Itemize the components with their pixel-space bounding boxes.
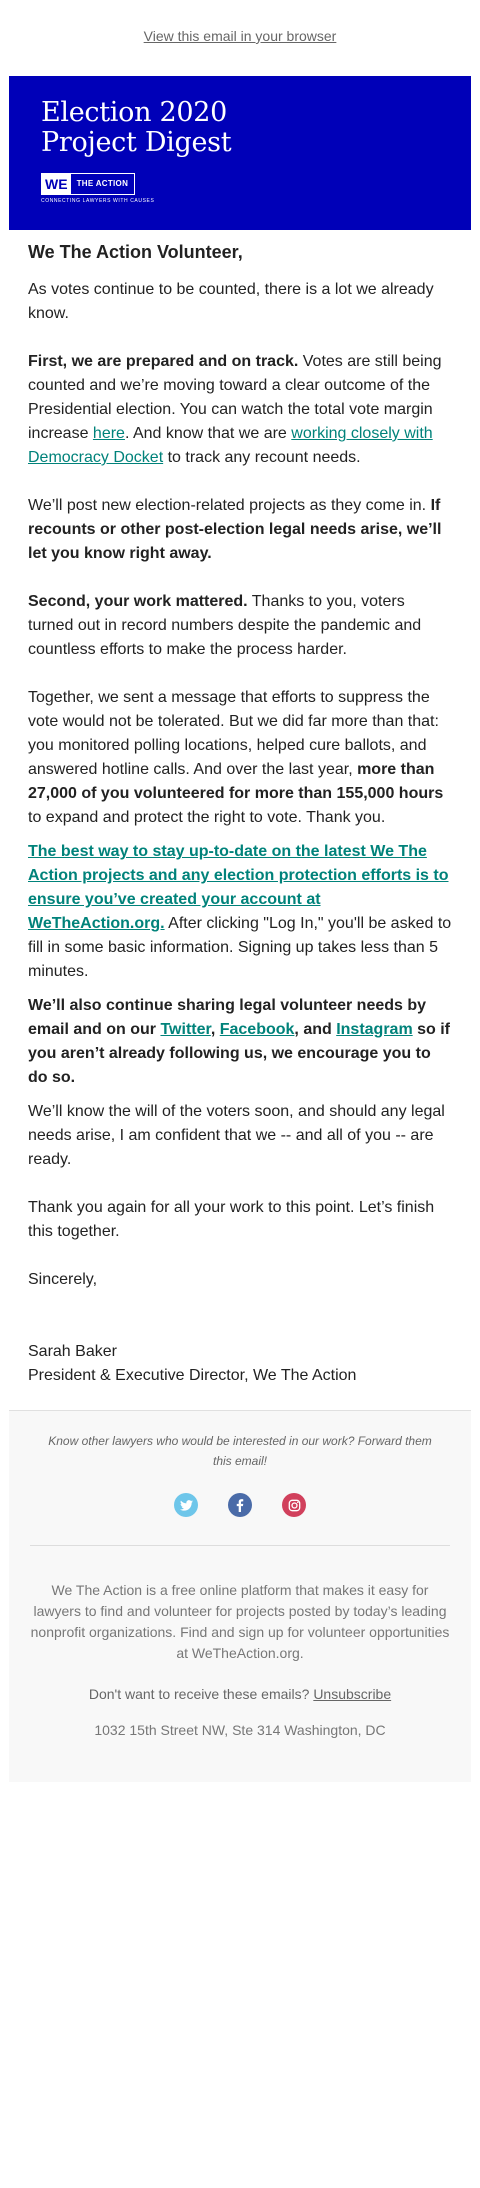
instagram-link[interactable]: Instagram	[336, 1021, 413, 1038]
we-the-action-logo	[41, 173, 471, 204]
paragraph-social-text: We’ll also continue sharing legal volunteer needs by email and on our	[28, 997, 427, 1038]
facebook-link[interactable]: Facebook	[219, 1021, 295, 1038]
unsubscribe-line	[9, 1686, 471, 1702]
header-banner	[9, 76, 471, 230]
view-in-browser-link[interactable]: View this email in your browser	[143, 28, 337, 44]
greeting: We The Action Volunteer,	[28, 242, 243, 262]
paragraph-intro: As votes continue to be counted, there is a lot we already know.	[28, 281, 434, 322]
separator: ,	[210, 1021, 220, 1038]
paragraph-new-projects	[28, 494, 452, 566]
paragraph-prepared-text-2: . And know that we are	[124, 425, 292, 442]
view-in-browser-bar	[0, 0, 480, 48]
facebook-icon[interactable]	[228, 1493, 252, 1517]
paragraph-new-projects-text: We’ll post new election-related projects as they come in.	[28, 497, 431, 514]
banner-title-line2: Project Digest	[41, 127, 232, 158]
paragraph-account	[28, 840, 452, 984]
create-account-link[interactable]: The best way to stay up-to-date on the latest We The Action projects and any election protection efforts is to ensure you’ve created your account at WeTheAction.org.	[28, 843, 449, 932]
signature-name: Sarah Baker	[28, 1343, 117, 1360]
separator: , and	[294, 1021, 337, 1038]
logo-tagline: CONNECTING LAWYERS WITH CAUSES	[41, 198, 155, 204]
footer-forward-text: Know other lawyers who would be interested in our work? Forward them this email!	[48, 1434, 432, 1468]
twitter-link[interactable]: Twitter	[160, 1021, 211, 1038]
banner-title-line1: Election 2020	[41, 97, 227, 128]
twitter-icon[interactable]	[174, 1493, 198, 1517]
paragraph-new-projects-bold: If recounts or other post-election legal needs arise, we’ll let you know right away.	[28, 497, 442, 562]
paragraph-together-text: Together, we sent a message that efforts to suppress the vote would not be tolerated. But we did far more than that: you monitored polling locations, helped cure ballots, and answered hotline calls. And over the last year,	[28, 689, 439, 778]
footer-address: 1032 15th Street NW, Ste 314 Washington, DC	[94, 1722, 386, 1738]
paragraph-together-bold: more than 27,000 of you volunteered for more than 155,000 hours	[28, 761, 444, 802]
paragraph-together-text-2: to expand and protect the right to vote. Thank you.	[28, 809, 386, 826]
paragraph-prepared-text-3: to track any recount needs.	[163, 449, 361, 466]
paragraph-voters-will: We’ll know the will of the voters soon, and should any legal needs arise, I am confident that we -- and all of you -- are ready.	[28, 1103, 445, 1168]
social-icons	[9, 1493, 471, 1517]
logo-we: WE	[42, 174, 71, 194]
vote-margin-link[interactable]: here	[92, 425, 125, 442]
closing: Sincerely,	[28, 1271, 98, 1288]
email-body	[28, 236, 452, 1388]
paragraph-prepared-lead: First, we are prepared and on track.	[28, 353, 299, 370]
paragraph-account-text: After clicking "Log In," you'll be asked to fill in some basic information. Signing up takes less than 5 minutes.	[28, 915, 452, 980]
paragraph-thank-you: Thank you again for all your work to this point. Let’s finish this together.	[28, 1199, 435, 1240]
paragraph-prepared-text: Votes are still being counted and we’re moving toward a clear outcome of the Presidential election. You can watch the total vote margin increase	[28, 353, 442, 442]
signature	[28, 1340, 452, 1388]
logo-name: THE ACTION	[76, 179, 129, 188]
paragraph-social-text-2: so if you aren’t already following us, we encourage you to do so.	[28, 1021, 451, 1086]
footer-description: We The Action is a free online platform that makes it easy for lawyers to find and volunteer for projects posted by today’s leading nonprofit organizations. Find and sign up for volunteer opportunities at WeTheAction.org.	[30, 1582, 450, 1661]
unsubscribe-prefix: Don't want to receive these emails?	[88, 1686, 314, 1702]
paragraph-prepared	[28, 350, 452, 470]
instagram-icon[interactable]	[282, 1493, 306, 1517]
paragraph-social	[28, 994, 452, 1090]
paragraph-work-mattered	[28, 590, 452, 662]
paragraph-work-mattered-text: Thanks to you, voters turned out in record numbers despite the pandemic and countless efforts to make the process harder.	[28, 593, 422, 658]
paragraph-together	[28, 686, 452, 830]
paragraph-work-mattered-lead: Second, your work mattered.	[28, 593, 248, 610]
banner-title	[41, 98, 471, 158]
footer	[9, 1410, 471, 1782]
signature-title: President & Executive Director, We The Action	[28, 1367, 357, 1384]
democracy-docket-link[interactable]: working closely with Democracy Docket	[28, 425, 433, 466]
unsubscribe-link[interactable]: Unsubscribe	[313, 1686, 392, 1702]
